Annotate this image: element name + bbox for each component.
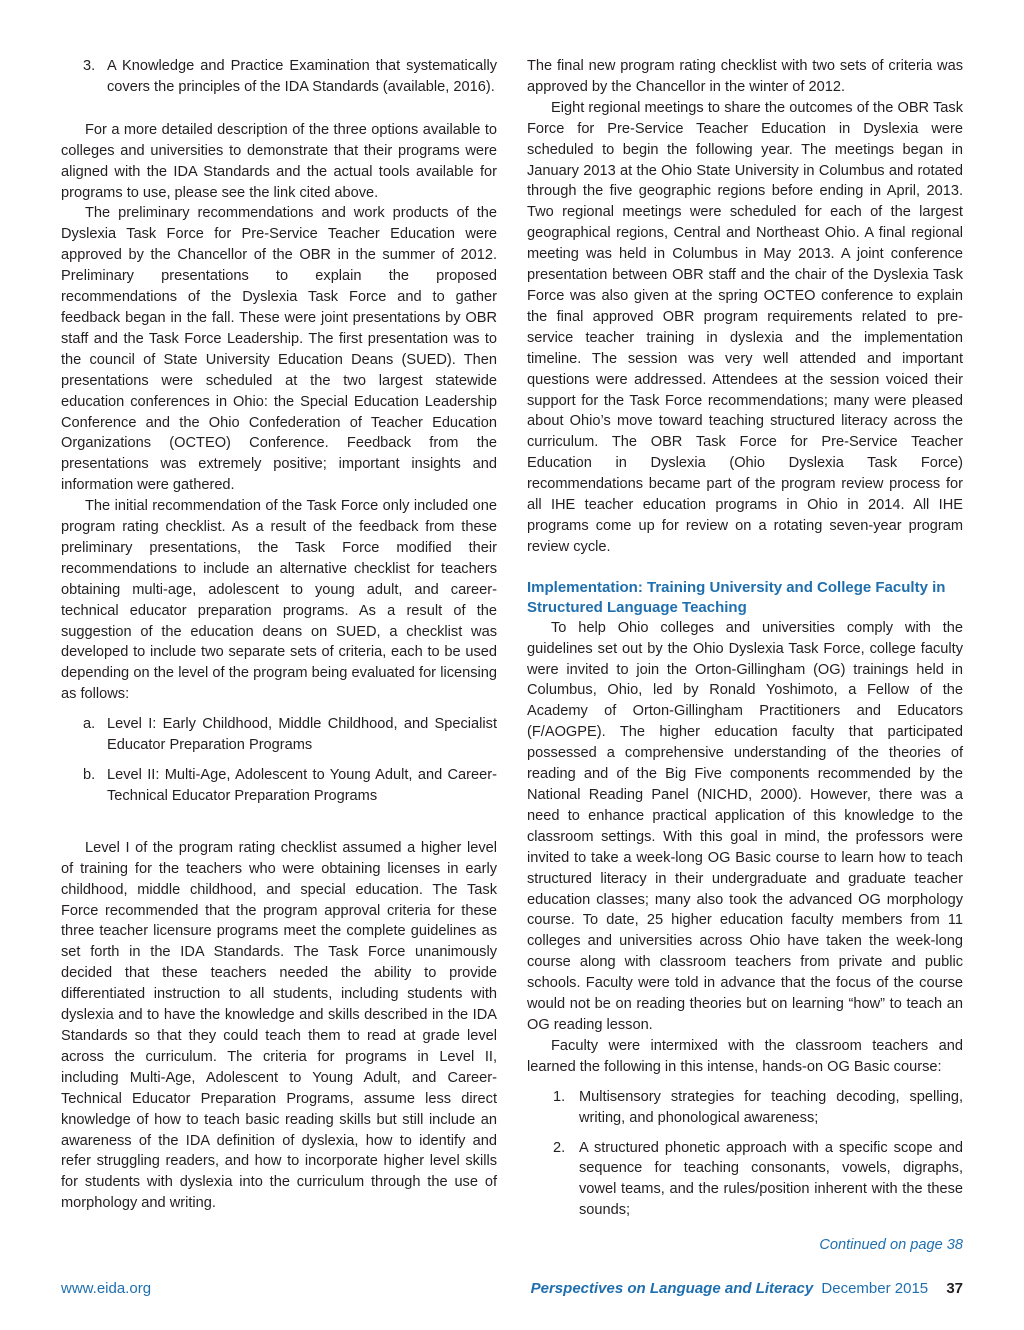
list-marker: 2.: [553, 1139, 566, 1156]
issue-date: December 2015: [821, 1280, 929, 1297]
course-list: [527, 1087, 963, 1221]
list-marker: b.: [83, 767, 96, 783]
list-marker: a.: [83, 716, 96, 733]
list-marker: 1.: [553, 1088, 566, 1105]
level-list: [61, 714, 497, 807]
list-item-text: Level I: Early Childhood, Middle Childhood, and Specialist Educator Preparation Programs: [107, 716, 497, 754]
body-paragraph: Faculty were intermixed with the classroom teachers and learned the following in this intense, hands-on OG Basic course:: [527, 1037, 963, 1075]
list-item-text: A structured phonetic approach with a specific scope and sequence for teaching consonants, vowels, digraphs, vowel teams, and the rules/position inherent with the these sounds;: [579, 1139, 963, 1219]
body-paragraph: To help Ohio colleges and universities comply with the guidelines set out by the Ohio Dyslexia Task Force, college faculty were invited to join the Orton-Gillingham (OG) trainings held in Columbus, Ohio, led by Ronald Yoshimoto, a Fellow of the Academy of Orton-Gillingham Practitioners and Educators (F/AOGPE). The higher education faculty that participated possessed a comprehensive understanding of the theories of reading and of the Big Five components recommended by the National Reading Panel (NICHD, 2000). However, there was a need to enhance practical application of this knowledge to the classroom settings. With this goal in mind, the professors were invited to take a week-long OG Basic course to learn how to teach structured literacy in their undergraduate and graduate teacher education classes; many also took the advanced OG morphology course. To date, 25 higher education faculty members from 11 colleges and universities across Ohio have taken the week-long course along with classroom teachers from private and public schools. Faculty were told in advance that the focus of the course would not be on reading theories but on learning “how” to teach an OG reading lesson.: [527, 619, 963, 1033]
continued-link[interactable]: Continued on page 38: [819, 1237, 963, 1254]
list-item-a: [61, 714, 497, 756]
list-item-3: [61, 56, 497, 98]
journal-title: Perspectives on Language and Literacy: [530, 1280, 814, 1297]
list-item-text: Level II: Multi-Age, Adolescent to Young Adult, and Career-Technical Educator Preparation Programs: [107, 767, 497, 804]
left-column: [61, 56, 497, 1214]
list-item-text: Multisensory strategies for teaching decoding, spelling, writing, and phonological awareness;: [579, 1088, 963, 1126]
numbered-list-continued: [61, 56, 497, 98]
body-paragraph: Eight regional meetings to share the outcomes of the OBR Task Force for Pre-Service Teacher Education in Dyslexia were scheduled to begin the following year. The meetings began in January 2013 at the Ohio State University in Columbus and rotated through the five geographic regions before ending in April, 2013. Two regional meetings were scheduled for each of the largest geographical regions, Central and Northeast Ohio. A final regional meeting was held in Columbus in May 2013. A joint conference presentation between OBR staff and the chair of the Dyslexia Task Force was also given at the spring OCTEO conference to explain the final approved OBR program requirements related to pre-service teacher training in dyslexia and the implementation timeline. The session was very well attended and important questions were addressed. Attendees at the session voiced their support for the Task Force recommendations; many were pleased about Ohio’s move toward teaching structured literacy across the curriculum. The OBR Task Force for Pre-Service Teacher Education in Dyslexia (Ohio Dyslexia Task Force) recommendations became part of the program review process for all IHE teacher education programs in Ohio in 2014. All IHE programs come up for review on a rotating seven-year program review cycle.: [527, 99, 963, 555]
page-footer: [61, 1280, 963, 1304]
footer-publication: [531, 1280, 963, 1297]
website-link[interactable]: www.eida.org: [61, 1280, 152, 1297]
list-item-text: A Knowledge and Practice Examination that systematically covers the principles of the IDA Standards (available, 2016).: [107, 58, 497, 95]
body-paragraph: The initial recommendation of the Task Force only included one program rating checklist. As a result of the feedback from these preliminary presentations, the Task Force modified their recommendations to include an alternative checklist for teachers obtaining multi-age, adolescent to young adult, and career-technical educator preparation programs. As a result of the suggestion of the education deans on SUED, a checklist was developed to include two separate sets of criteria, each to be used depending on the level of the program being evaluated for licensing as follows:: [61, 498, 497, 703]
body-paragraph: The preliminary recommendations and work products of the Dyslexia Task Force for Pre-Service Teacher Education were approved by the Chancellor of the OBR in the summer of 2012. Preliminary presentations to explain the proposed recommendations of the Dyslexia Task Force and to gather feedback began in the fall. These were joint presentations by OBR staff and the Task Force Leadership. The first presentation was to the council of State University Education Deans (SUED). Then presentations were scheduled at the two largest statewide education conferences in Ohio: the Special Education Leadership Conference and the Ohio Confederation of Teacher Education Organizations (OCTEO) Conference. Feedback from the presentations was extremely positive; important insights and information were gathered.: [61, 205, 497, 494]
list-item-2: [527, 1138, 963, 1222]
body-paragraph: For a more detailed description of the three options available to colleges and universities to demonstrate that their programs were aligned with the IDA Standards and the actual tools available for programs to use, please see the link cited above.: [61, 121, 497, 201]
section-heading: Implementation: Training University and College Faculty in Structured Language Teaching: [527, 578, 946, 616]
page-number: 37: [946, 1280, 963, 1297]
list-item-b: [61, 765, 497, 807]
list-item-1: [527, 1087, 963, 1129]
right-column: [527, 56, 963, 1256]
list-marker: 3.: [83, 58, 96, 74]
body-paragraph: Level I of the program rating checklist assumed a higher level of training for the teachers who were obtaining licenses in early childhood, middle childhood, and special education. The Task Force recommended that the program approval criteria for these three teacher licensure programs meet the complete guidelines as set forth in the IDA Standards. The Task Force unanimously decided that these teachers needed the ability to provide differentiated instruction to all students, including students with dyslexia and to have the knowledge and skills described in the IDA Standards so that they could teach them to read at grade level across the curriculum. The criteria for programs in Level II, including Multi-Age, Adolescent to Young Adult, and Career-Technical Educator Preparation Programs, assume less direct knowledge of how to teach basic reading skills but still include an awareness of the IDA definition of dyslexia, how to identify and refer struggling readers, and how to incorporate higher level skills for students with dyslexia into the curriculum through the use of morphology and writing.: [61, 839, 497, 1212]
body-paragraph: The final new program rating checklist with two sets of criteria was approved by the Chancellor in the winter of 2012.: [527, 58, 963, 95]
